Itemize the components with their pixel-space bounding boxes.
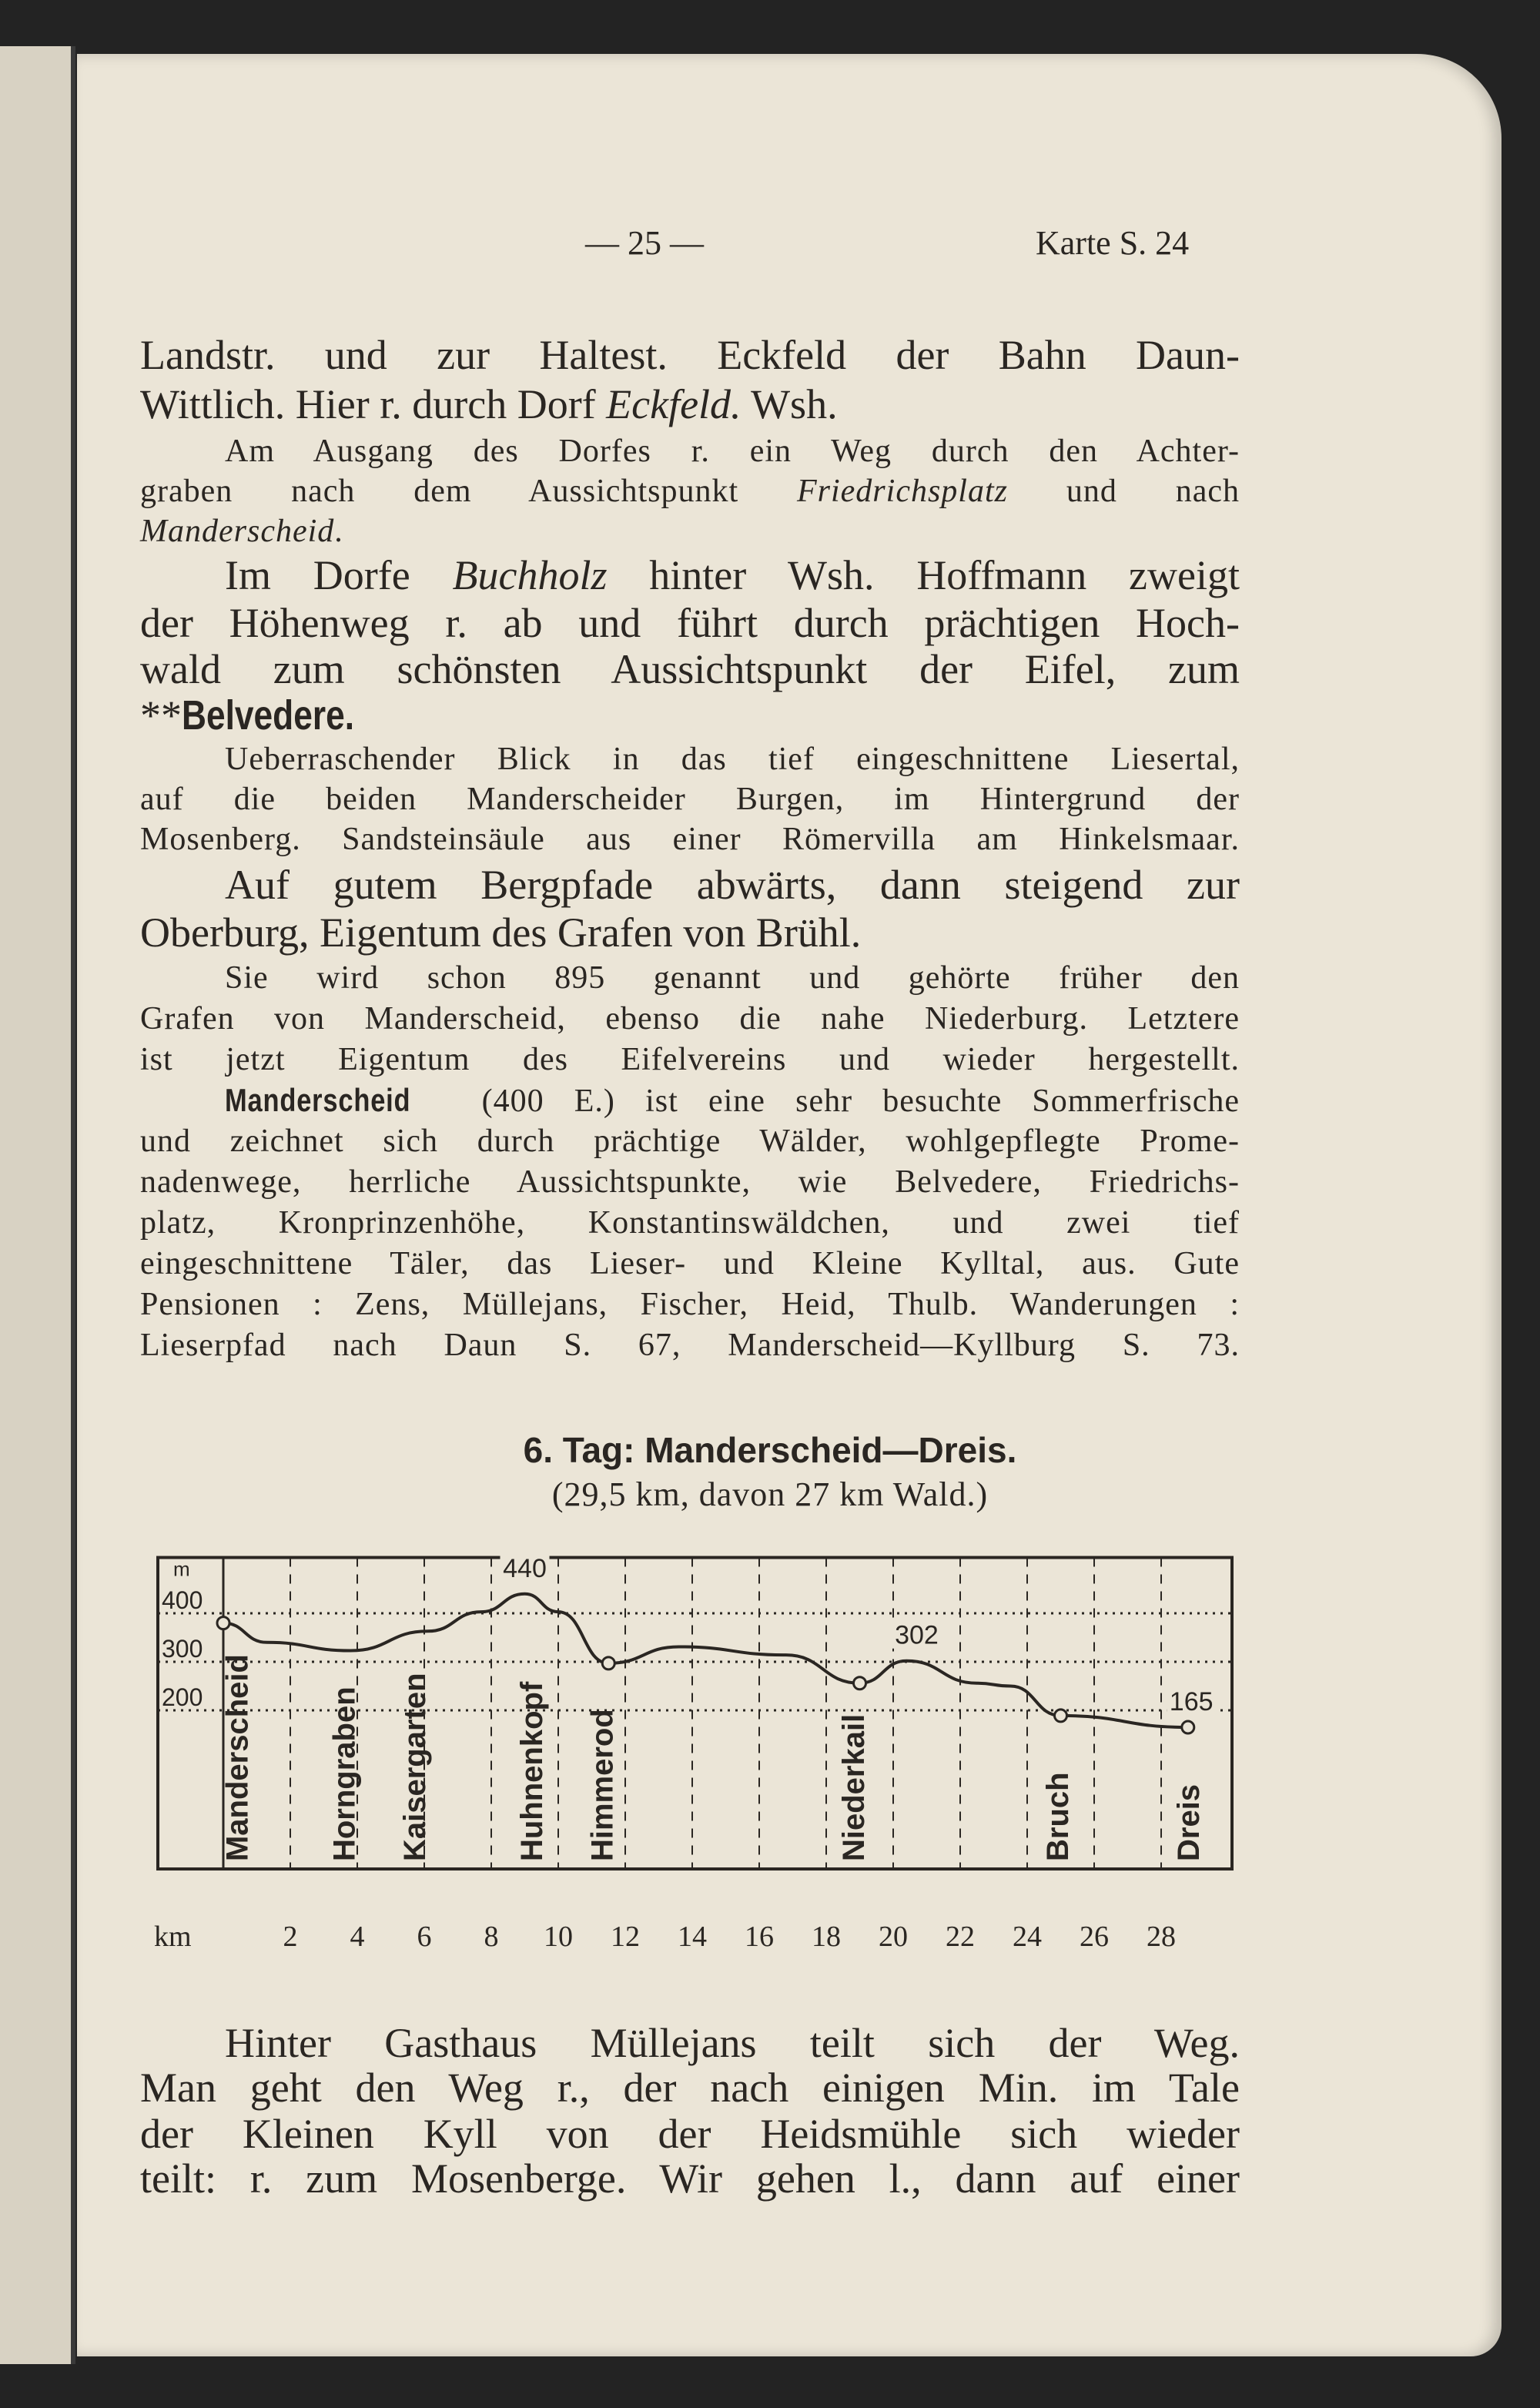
- text-segment: Wittlich. Hier r. durch Dorf: [140, 381, 607, 427]
- text-line: [140, 861, 1240, 909]
- text-line: [140, 2019, 1240, 2067]
- x-axis-label: km: [154, 1921, 192, 1953]
- text-line: [140, 1244, 1240, 1284]
- text-line: [140, 1203, 1240, 1243]
- text-line: [140, 779, 1240, 819]
- y-axis-unit: m: [173, 1557, 190, 1581]
- italic-place-name: Buchholz: [452, 552, 608, 598]
- elevation-value-label: 165: [1169, 1687, 1214, 1717]
- station-label: Bruch: [1041, 1772, 1076, 1862]
- elevation-value-label: 302: [895, 1620, 939, 1650]
- y-tick-label: 400: [162, 1586, 203, 1614]
- text-line: [140, 1040, 1240, 1080]
- text-segment: platz, Kronprinzenhöhe, Konstantinswäldchen, und zwei tief: [140, 1205, 1240, 1241]
- text-line: [140, 739, 1240, 779]
- text-segment: Hinter Gasthaus Müllejans teilt sich der Weg.: [225, 2020, 1240, 2066]
- station-marker: [1055, 1710, 1067, 1722]
- text-line: [140, 958, 1240, 998]
- station-marker: [1182, 1721, 1194, 1733]
- x-tick-label: 18: [812, 1921, 841, 1953]
- text-segment: eingeschnittene Täler, das Lieser- und Kleine Kylltal, aus. Gute: [140, 1246, 1240, 1281]
- text-segment: (400 E.) ist eine sehr besuchte Sommerfrische: [451, 1083, 1240, 1119]
- station-label: Huhnenkopf: [515, 1681, 550, 1862]
- text-segment: Wsh.: [741, 381, 838, 427]
- text-segment: der Höhenweg r. ab und führt durch prächtigen Hoch-: [140, 600, 1240, 646]
- x-tick-label: 2: [283, 1921, 298, 1953]
- x-tick-label: 14: [678, 1921, 707, 1953]
- italic-place-name: Eckfeld.: [606, 381, 742, 427]
- text-segment: Mosenberg. Sandsteinsäule aus einer Römervilla am Hinkelsmaar.: [140, 822, 1240, 857]
- text-segment: Lieserpfad nach Daun S. 67, Manderscheid—Kyllburg S. 73.: [140, 1328, 1240, 1363]
- station-marker: [854, 1677, 866, 1690]
- text-line: [140, 692, 1240, 739]
- bold-heading: Manderscheid: [225, 1082, 411, 1118]
- station-label: Kaisergarten: [397, 1673, 432, 1862]
- y-tick-label: 200: [162, 1683, 203, 1711]
- x-tick-label: 12: [611, 1921, 640, 1953]
- y-tick-label: 300: [162, 1635, 203, 1663]
- elevation-profile-chart: [139, 1552, 1247, 1968]
- x-tick-label: 8: [484, 1921, 499, 1953]
- text-segment: Im Dorfe: [225, 552, 453, 598]
- text-segment: hinter Wsh. Hoffmann zweigt: [607, 552, 1240, 598]
- station-label: Horngraben: [327, 1686, 362, 1862]
- text-line: [140, 2064, 1240, 2112]
- text-line: [140, 380, 1240, 428]
- text-line: [140, 1325, 1240, 1365]
- station-marker: [602, 1657, 614, 1670]
- x-tick-label: 16: [745, 1921, 774, 1953]
- text-line: [140, 551, 1240, 599]
- x-tick-label: 22: [946, 1921, 975, 1953]
- x-tick-label: 24: [1013, 1921, 1042, 1953]
- text-segment: Auf gutem Bergpfade abwärts, dann steigend zur: [225, 862, 1240, 908]
- station-marker: [217, 1617, 229, 1629]
- text-segment: Am Ausgang des Dorfes r. ein Weg durch den Achter-: [225, 434, 1240, 469]
- text-segment: Sie wird schon 895 genannt und gehörte früher den: [225, 960, 1240, 996]
- text-line: [140, 1121, 1240, 1161]
- text-line: [140, 2155, 1240, 2202]
- text-segment: Oberburg, Eigentum des Grafen von Brühl.: [140, 909, 862, 956]
- text-line: [140, 1162, 1240, 1202]
- text-segment: Ueberraschender Blick in das tief eingeschnittene Liesertal,: [225, 742, 1240, 777]
- text-segment: der Kleinen Kyll von der Heidsmühle sich wieder: [140, 2111, 1240, 2157]
- text-segment: Man geht den Weg r., der nach einigen Min. im Tale: [140, 2065, 1240, 2111]
- station-label: Himmerod: [585, 1709, 620, 1862]
- station-label: Niederkail: [836, 1713, 871, 1862]
- page-number: — 25 —: [585, 224, 704, 262]
- text-segment: Grafen von Manderscheid, ebenso die nahe Niederburg. Letztere: [140, 1001, 1240, 1037]
- x-tick-label: 28: [1147, 1921, 1176, 1953]
- text-line: [140, 2110, 1240, 2158]
- text-line: [140, 999, 1240, 1039]
- station-label: Manderscheid: [220, 1654, 255, 1862]
- italic-place-name: Manderscheid: [140, 514, 335, 549]
- text-line: [140, 819, 1240, 859]
- text-line: [140, 1080, 1240, 1120]
- text-segment: wald zum schönsten Aussichtspunkt der Eifel, zum: [140, 646, 1240, 692]
- text-segment: .: [334, 514, 343, 549]
- section-subtitle: (29,5 km, davon 27 km Wald.): [551, 1475, 989, 1513]
- text-line: [140, 599, 1240, 647]
- x-tick-label: 20: [879, 1921, 908, 1953]
- text-segment: Pensionen : Zens, Müllejans, Fischer, Heid, Thulb. Wanderungen :: [140, 1287, 1240, 1322]
- text-segment: Landstr. und zur Haltest. Eckfeld der Bahn Daun-: [140, 332, 1240, 378]
- station-label: Dreis: [1171, 1783, 1206, 1862]
- text-segment: graben nach dem Aussichtspunkt: [140, 474, 797, 509]
- text-segment: nadenwege, herrliche Aussichtspunkte, wie Belvedere, Friedrichs-: [140, 1164, 1240, 1200]
- text-line: [140, 431, 1240, 471]
- text-segment: auf die beiden Manderscheider Burgen, im Hintergrund der: [140, 782, 1240, 817]
- text-line: [140, 331, 1240, 379]
- text-segment: und nach: [1008, 474, 1240, 509]
- text-line: [140, 1284, 1240, 1325]
- text-line: [140, 471, 1240, 511]
- map-reference: Karte S. 24: [1036, 224, 1190, 262]
- text-line: [140, 511, 1240, 551]
- bold-heading: Belvedere.: [182, 692, 355, 738]
- x-tick-label: 10: [544, 1921, 573, 1953]
- text-segment: **: [140, 692, 182, 738]
- text-segment: ist jetzt Eigentum des Eifelvereins und wieder hergestellt.: [140, 1042, 1240, 1077]
- x-tick-label: 4: [350, 1921, 365, 1953]
- text-segment: teilt: r. zum Mosenberge. Wir gehen l., dann auf einer: [140, 2155, 1240, 2202]
- previous-page-edge: [0, 46, 75, 2364]
- x-tick-label: 6: [417, 1921, 432, 1953]
- section-title: 6. Tag: Manderscheid—Dreis.: [523, 1430, 1017, 1470]
- text-line: [140, 645, 1240, 693]
- text-segment: und zeichnet sich durch prächtige Wälder, wohlgepflegte Prome-: [140, 1124, 1240, 1159]
- text-line: [140, 909, 1240, 956]
- x-tick-label: 26: [1080, 1921, 1109, 1953]
- elevation-value-label: 440: [503, 1553, 547, 1583]
- italic-place-name: Friedrichsplatz: [797, 474, 1008, 509]
